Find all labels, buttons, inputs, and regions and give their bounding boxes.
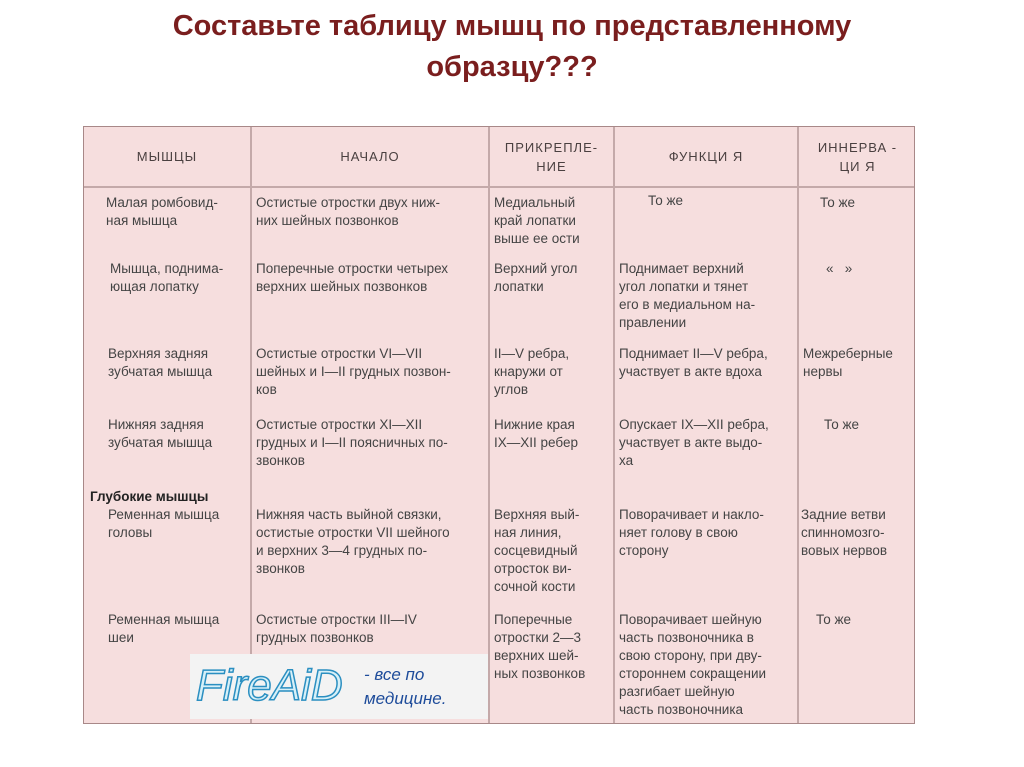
- title-line-1: Составьте таблицу мышц по представленному: [172, 10, 852, 42]
- slide-title: [0, 6, 1024, 88]
- column-divider: [250, 127, 252, 723]
- header-muscles: МЫШЦЫ: [136, 149, 198, 164]
- row-4-insertion: Верхняя вый- ная линия, сосцевидный отросток ви- сочной кости: [494, 507, 580, 594]
- row-0-muscle: Малая ромбовид- ная мышца: [106, 195, 218, 228]
- row-2-innervation: Межреберные нервы: [803, 346, 893, 379]
- row-2-origin: Остистые отростки VI—VII шейных и I—II грудных позвон- ков: [256, 346, 451, 397]
- row-5-origin: Остистые отростки III—IV грудных позвонков: [256, 612, 417, 645]
- muscle-table: [83, 126, 915, 724]
- row-1-innervation: « »: [826, 261, 853, 276]
- row-2-muscle: Верхняя задняя зубчатая мышца: [108, 346, 213, 379]
- header-insertion: ПРИКРЕПЛЕ- НИЕ: [504, 139, 599, 174]
- row-0-function: То же: [648, 193, 683, 208]
- title-line-2: образцу???: [426, 51, 598, 83]
- row-4-function: Поворачивает и накло- няет голову в свою сторону: [619, 507, 764, 558]
- row-3-origin: Остистые отростки XI—XII грудных и I—II поясничных по- звонков: [256, 417, 448, 468]
- row-5-function: Поворачивает шейную часть позвоночника в свою сторону, при дву- стороннем сокращении разгибает шейную часть позвоночника: [619, 612, 767, 717]
- row-1-insertion: Верхний угол лопатки: [494, 261, 578, 294]
- row-2-insertion: II—V ребра, кнаружи от углов: [494, 346, 570, 397]
- header-divider: [84, 186, 914, 188]
- row-0-origin: Остистые отростки двух ниж- них шейных позвонков: [256, 195, 440, 228]
- row-5-innervation: То же: [816, 612, 851, 627]
- header-origin: НАЧАЛО: [340, 149, 400, 164]
- row-3-muscle: Нижняя задняя зубчатая мышца: [108, 417, 213, 450]
- row-0-insertion: Медиальный край лопатки выше ее ости: [494, 195, 580, 246]
- row-5-muscle: Ременная мышца шеи: [108, 612, 220, 645]
- header-innervation: ИННЕРВА - ЦИ Я: [817, 139, 898, 174]
- logo-tagline: - все по медицине.: [364, 665, 447, 708]
- column-divider: [488, 127, 490, 723]
- row-3-insertion: Нижние края IX—XII ребер: [494, 417, 578, 450]
- row-3-function: Опускает IX—XII ребра, участвует в акте выдо- ха: [619, 417, 769, 468]
- column-divider: [797, 127, 799, 723]
- row-1-origin: Поперечные отростки четырех верхних шейных позвонков: [256, 261, 449, 294]
- row-4-innervation: Задние ветви спинномозго- вовых нервов: [801, 507, 888, 558]
- row-1-function: Поднимает верхний угол лопатки и тянет его в медиальном на- правлении: [619, 261, 756, 330]
- row-2-function: Поднимает II—V ребра, участвует в акте вдоха: [619, 346, 768, 379]
- column-divider: [613, 127, 615, 723]
- row-4-muscle: Ременная мышца головы: [108, 507, 220, 540]
- fireaid-watermark-logo: [190, 654, 488, 719]
- logo-wordmark: FireAiD: [196, 661, 343, 710]
- row-1-muscle: Мышца, поднима- ющая лопатку: [110, 261, 224, 294]
- row-5-insertion: Поперечные отростки 2—3 верхних шей- ных позвонков: [494, 612, 586, 681]
- row-0-innervation: То же: [820, 195, 855, 210]
- deep-muscles-label: Глубокие мышцы: [90, 489, 209, 504]
- row-3-innervation: То же: [824, 417, 859, 432]
- row-4-origin: Нижняя часть выйной связки, остистые отростки VII шейного и верхних 3—4 грудных по- звонков: [256, 507, 450, 576]
- header-function: ФУНКЦИ Я: [668, 149, 744, 164]
